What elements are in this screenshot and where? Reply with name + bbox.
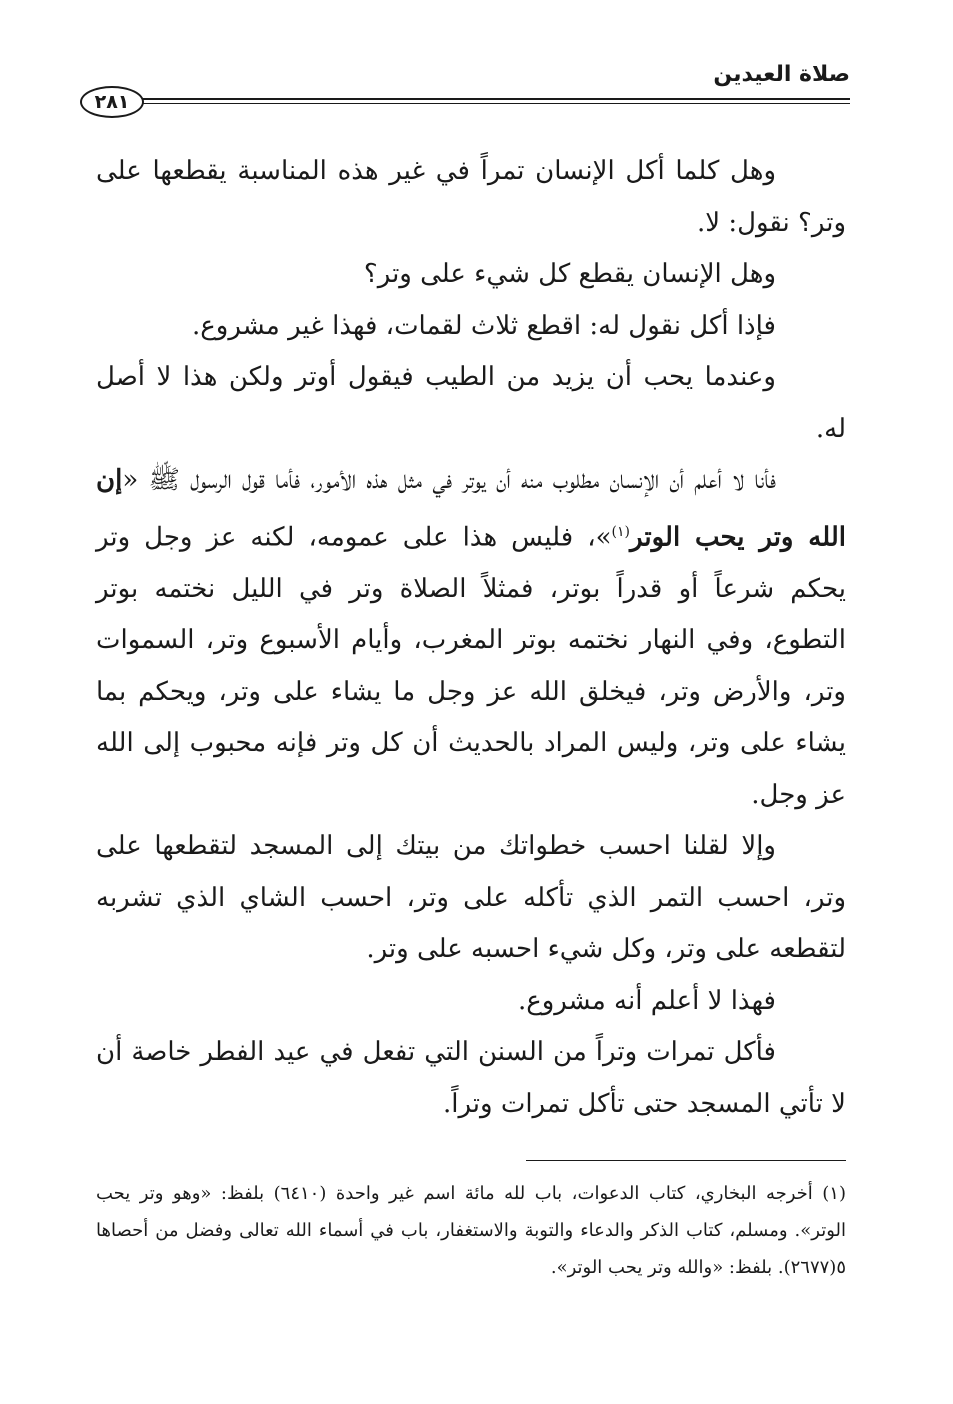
paragraph: وهل كلما أكل الإنسان تمراً في غير هذه المناسبة يقطعها على وتر؟ نقول: لا. — [96, 156, 846, 238]
page-header — [80, 58, 850, 128]
page-number: ٢٨١ — [80, 86, 144, 118]
paragraph: فهذا لا أعلم أنه مشروع. — [517, 985, 776, 1016]
footnotes — [96, 1175, 846, 1286]
paragraph: وإلا لقلنا احسب خطواتك من بيتك إلى المسجد لتقطعها على وتر، احسب التمر الذي تأكله على وتر، احسب الشاي الذي تشربه لتقطعه على وتر، وكل شيء احسبه على وتر. — [96, 831, 846, 965]
paragraph-hadith — [96, 455, 846, 821]
paragraph-text: »، فليس هذا على عمومه، لكنه عز وجل وتر يحكم شرعاً أو قدراً بوتر، فمثلاً الصلاة وتر في الليل نختمه بوتر التطوع، وفي النهار نختمه بوتر المغرب، وأيام الأسبوع وتر، السموات وتر، والأرض وتر، فيخلق الله عز وجل ما يشاء على وتر، ويحكم بما يشاء على وتر، وليس المراد بالحديث أن كل وتر فإنه محبوب إلى الله عز وجل. — [96, 522, 846, 810]
paragraph: فأكل تمرات وتراً من السنن التي تفعل في عيد الفطر خاصة أن لا تأتي المسجد حتى تأكل تمرات وتراً. — [96, 1037, 846, 1119]
paragraph-text: فأنا لا أعلم أن الإنسان مطلوب منه أن يوتر في مثل هذه الأمور، فأما قول الرسول ﷺ « — [122, 465, 776, 495]
footnote-marker: (١) — [611, 523, 631, 540]
header-rule-thin — [134, 103, 850, 104]
hadith-quote: إن الله وتر يحب الوتر — [96, 465, 846, 553]
paragraph: وهل الإنسان يقطع كل شيء على وتر؟ — [363, 259, 776, 289]
paragraph: فإذا أكل نقول له: اقطع ثلاث لقمات، فهذا غير مشروع. — [192, 310, 776, 341]
paragraph: وعندما يحب أن يزيد من الطيب فيقول أوتر ولكن هذا لا أصل له. — [96, 362, 846, 444]
footnote: (١) أخرجه البخاري، كتاب الدعوات، باب لله مائة اسم غير واحدة (٦٤١٠) بلفظ: «وهو وتر يحب الوتر». ومسلم، كتاب الذكر والدعاء والتوبة والاستغفار، باب في أسماء الله تعالى وفضل من أحصاها ٥(٢٦٧٧). بلفظ: «والله وتر يحب الوتر». — [96, 1183, 846, 1278]
chapter-title: صلاة العيدين — [713, 62, 850, 87]
header-rule — [134, 98, 850, 100]
footnote-rule — [526, 1160, 846, 1161]
main-text — [96, 146, 846, 1130]
